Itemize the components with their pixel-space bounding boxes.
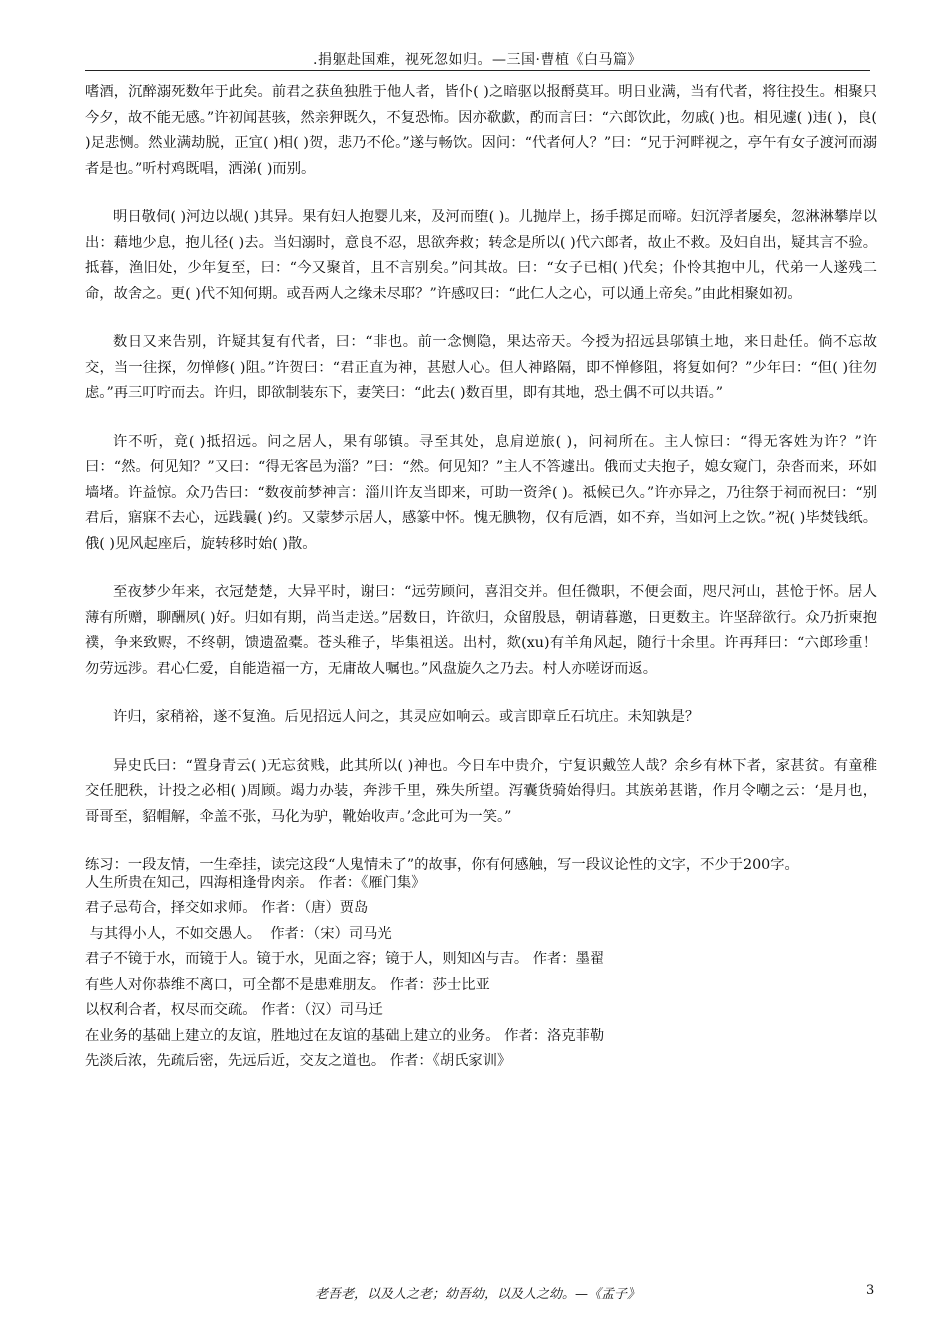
exercise-prompt: 练习：一段友情，一生牵挂，读完这段“人鬼情未了”的故事，你有何感触，写一段议论性的文字，不少于200字。 — [85, 857, 799, 873]
quote-line: 与其得小人，不如交愚人。 作者：（宋）司马光 — [85, 925, 392, 942]
quote-line: 在业务的基础上建立的友谊，胜地过在友谊的基础上建立的业务。 作者：洛克菲勒 — [85, 1027, 605, 1044]
quote-line: 先淡后浓，先疏后密，先远后近，交友之道也。 作者：《胡氏家训》 — [85, 1053, 512, 1069]
quote-line: 有些人对你恭维不离口，可全都不是患难朋友。 作者：莎士比亚 — [85, 976, 490, 993]
paragraph-3: 数日又来告别，许疑其复有代者，曰：“非也。前一念恻隐，果达帝天。今授为招远县邬镇土地，来日赴任。倘不忘故交，当一往探，勿惮修( )阻。”许贺曰：“君正直为神，甚慰人心。但人神路隔，即不惮修阻，将复如何？”少年曰：“但( )往勿虑。”再三叮咛而去。许归，即欲制装东下，妻笑曰：“此去( )数百里，即有其地，恐土偶不可以共语。” — [85, 334, 877, 401]
paragraph-5: 至夜梦少年来，衣冠楚楚，大异平时，谢曰：“远劳顾问，喜泪交并。但任微职，不便会面，咫尺河山，甚怆于怀。居人薄有所赠，聊酬夙( )好。归如有期，尚当走送。”居数日，许欲归，众留殷恳，朝请暮邀，日更数主。许坚辞欲行。众乃折柬抱襆，争来致赆，不终朝，馈遗盈橐。苍头稚子，毕集祖送。出村，欻(xu)有羊角风起，随行十余里。许再拜曰：“六郎珍重！勿劳远涉。君心仁爱，自能造福一方，无庸故人嘱也。”风盘旋久之乃去。村人亦嗟讶而返。 — [85, 584, 877, 677]
page-footer-quote: 老吾老，以及人之老；幼吾幼，以及人之幼。—《孟子》 — [314, 1287, 640, 1302]
page-header-quote: .捐躯赴国难，视死忽如归。—三国·曹植《白马篇》 — [313, 52, 642, 68]
quote-line: 人生所贵在知己，四海相逢骨肉亲。 作者：《雁门集》 — [85, 874, 426, 891]
friendship-quotes-list — [85, 871, 877, 1075]
quote-line: 君子忌苟合，择交如求师。 作者：（唐）贾岛 — [85, 900, 369, 916]
paragraph-2: 明日敬伺( )河边以觇( )其异。果有妇人抱婴儿来，及河而堕( )。儿抛岸上，扬手掷足而啼。妇沉浮者屡矣，忽淋淋攀岸以出：藉地少息，抱儿径( )去。当妇溺时，意良不忍，思欲奔救；转念是所以( )代六郎者，故止不救。及妇自出，疑其言不验。抵暮，渔旧处，少年复至，曰：“今又聚首，且不言别矣。”问其故。曰：“女子已相( )代矣；仆怜其抱中儿，代弟一人遂残二命，故舍之。更( )代不知何期。或吾两人之缘未尽耶？”许感叹曰：“此仁人之心，可以通上帝矣。”由此相聚如初。 — [85, 209, 877, 302]
page-number: 3 — [866, 1283, 875, 1298]
quote-line: 君子不镜于水，而镜于人。镜于水，见面之容；镜于人，则知凶与吉。 作者：墨翟 — [85, 951, 605, 967]
paragraph-6: 许归，家稍裕，遂不复渔。后见招远人问之，其灵应如响云。或言即章丘石坑庄。未知孰是？ — [113, 709, 700, 725]
paragraph-7: 异史氏曰：“置身青云( )无忘贫贱，此其所以( )神也。今日车中贵介，宁复识戴笠人哉？余乡有林下者，家甚贫。有童稚交任肥秩，计投之必相( )周顾。竭力办装，奔涉千里，殊失所望。泻囊货骑始得归。其族弟甚谐，作月令嘲之云：‘是月也，哥哥至，貂帽解，伞盖不张，马化为驴，靴始收声。’念此可为一笑。” — [85, 757, 877, 825]
header-divider — [85, 70, 870, 71]
paragraph-4: 许不听，竟( )抵招远。问之居人，果有邬镇。寻至其处，息肩逆旅( )，问祠所在。主人惊曰：“得无客姓为许？”许曰：“然。何见知？”又曰：“得无客邑为淄？”曰：“然。何见知？”主人不答遽出。俄而丈夫抱子，媳女窥门，杂沓而来，环如墙堵。许益惊。众乃告曰：“数夜前梦神言：淄川许友当即来，可助一资斧( )。祗候已久。”许亦异之，乃往祭于祠而祝曰：“别君后，寤寐不去心，远践曩( )约。又蒙梦示居人，感篆中怀。愧无腆物，仅有卮酒，如不弃，当如河上之饮。”祝( )毕焚钱纸。俄( )见风起座后，旋转移时始( )散。 — [85, 433, 877, 552]
quote-line: 以权利合者，权尽而交疏。 作者：（汉）司马迁 — [85, 1002, 383, 1018]
document-body — [85, 80, 877, 1075]
paragraph-1: 嗜酒，沉醉溺死数年于此矣。前君之获鱼独胜于他人者，皆仆( )之暗驱以报酹莫耳。明日业满，当有代者，将往投生。相聚只今夕，故不能无感。”许初闻甚骇，然亲狎既久，不复恐怖。因亦欷歔，酌而言曰：“六郎饮此，勿戚( )也。相见遽( )违( )，良( )足悲恻。然业满劫脱，正宜( )相( )贺，悲乃不伦。”遂与畅饮。因问：“代者何人？”曰：“兄于河畔视之，亭午有女子渡河而溺者是也。”听村鸡既唱，洒涕( )而别。 — [85, 84, 877, 177]
